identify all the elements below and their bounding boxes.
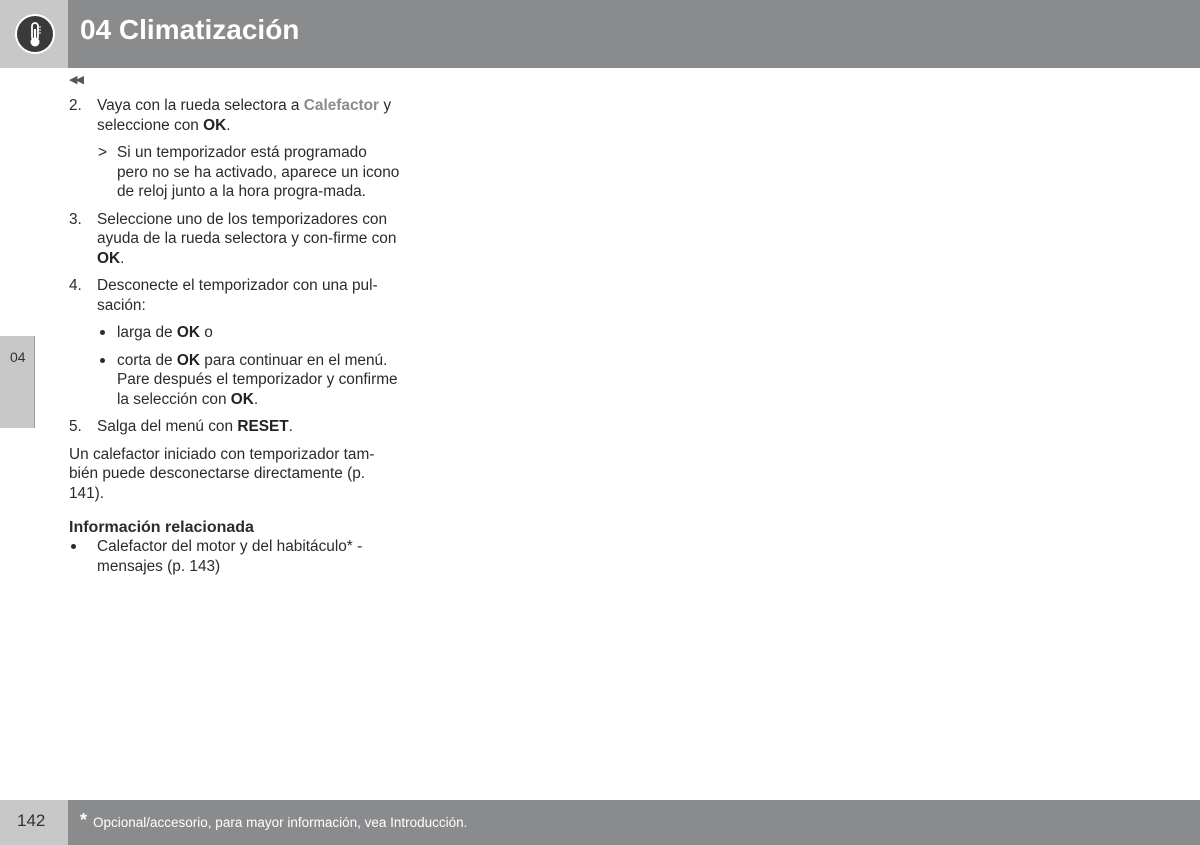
chapter-icon-box — [0, 0, 68, 68]
related-info-title: Información relacionada — [69, 519, 254, 536]
step-text: . — [120, 249, 125, 267]
step-number: 4. — [69, 277, 82, 294]
bullet-icon — [71, 544, 76, 549]
step-number: 2. — [69, 97, 82, 114]
bullet-text: larga de — [117, 324, 177, 341]
chapter-tab-label: 04 — [10, 349, 26, 365]
bullet-text: . — [253, 390, 259, 408]
step-text: . — [226, 116, 231, 134]
step-number: 5. — [69, 418, 82, 435]
bullet-text: corta de — [117, 351, 177, 369]
result-marker: > — [98, 144, 107, 161]
chapter-side-tab — [0, 336, 35, 428]
back-arrows-icon: ◀◀ — [69, 74, 82, 86]
page-header — [0, 0, 1200, 68]
thermometer-icon — [15, 14, 55, 54]
chapter-title: 04 Climatización — [80, 14, 300, 45]
page-number-box — [0, 800, 68, 845]
step-text: Vaya con la rueda selectora a — [97, 97, 304, 114]
footnote-star: * — [80, 810, 88, 830]
related-link-text[interactable]: Calefactor del motor y del habitáculo* - mensajes (p. 143) — [97, 538, 363, 575]
ok-label: OK — [230, 390, 254, 408]
bullet-text: para continuar en el menú. Pare después el temporizador y confirme la selección con — [117, 351, 398, 408]
ok-label: OK — [203, 116, 227, 134]
ok-label: OK — [97, 249, 121, 267]
page-number: 142 — [17, 811, 46, 830]
page-footer — [0, 800, 1200, 845]
step-number: 3. — [69, 210, 82, 228]
step-2 — [69, 96, 401, 135]
step-text: Salga del menú con — [97, 418, 238, 435]
step-4 — [69, 276, 401, 315]
step-text: . — [288, 418, 293, 435]
step-5 — [69, 417, 401, 437]
info-paragraph: Un calefactor iniciado con temporizador tam-bién puede desconectarse directamente (p. 141). — [69, 445, 375, 502]
ok-label: OK — [176, 351, 200, 369]
step-2-result — [69, 143, 401, 202]
step-text: Seleccione uno de los temporizadores con ayuda de la rueda selectora y con-firme con — [97, 210, 397, 247]
result-text: Si un temporizador está programado pero no se ha activado, aparece un icono de reloj junto a la hora progra-mada. — [117, 144, 400, 200]
step-3 — [69, 210, 401, 269]
bullet-icon — [100, 358, 105, 363]
ok-label: OK — [176, 324, 200, 341]
menu-item-highlight: Calefactor — [303, 97, 380, 114]
reset-label: RESET — [237, 418, 289, 435]
main-content — [69, 96, 401, 576]
bullet-text: o — [200, 324, 213, 341]
bullet-long-press — [69, 323, 401, 343]
related-info-link[interactable] — [69, 537, 401, 576]
bullet-icon — [100, 330, 105, 335]
step-text: Desconecte el temporizador con una pul-sación: — [97, 277, 378, 314]
bullet-short-press — [69, 351, 401, 410]
step-text: y seleccione con — [97, 97, 392, 134]
footnote-text: Opcional/accesorio, para mayor información, vea Introducción. — [93, 815, 468, 830]
